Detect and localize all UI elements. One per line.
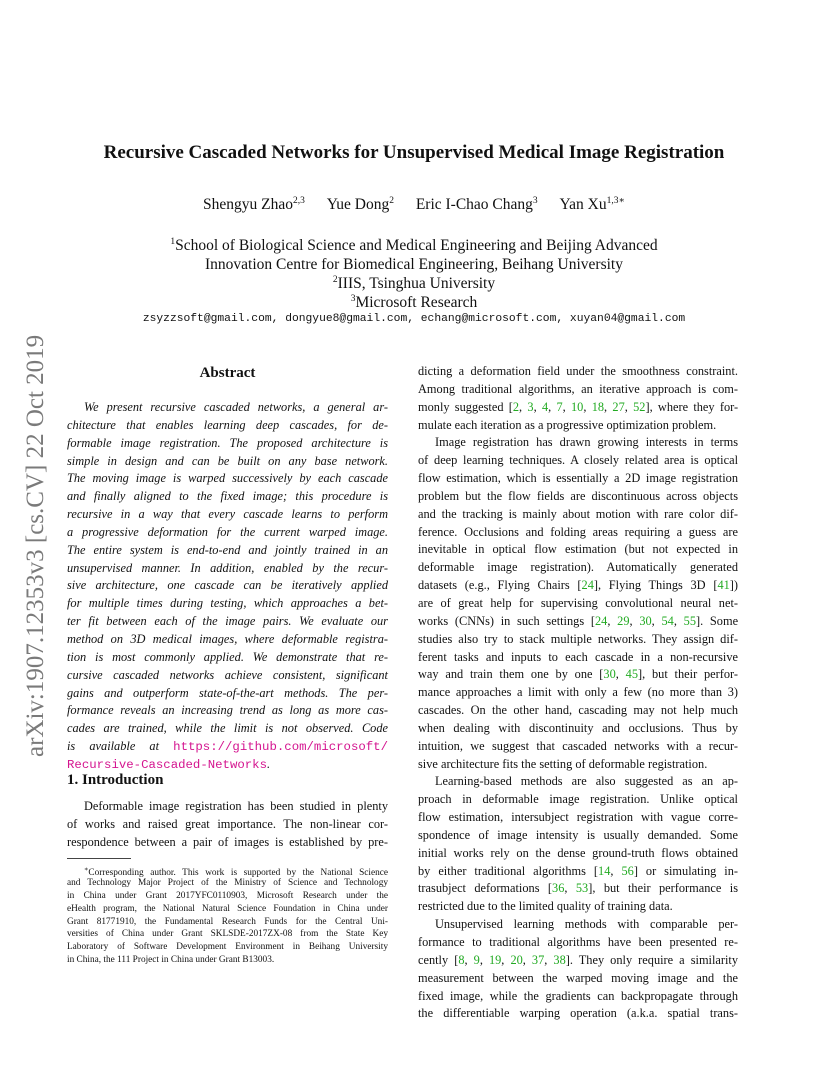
footnote: ∗Corresponding author. This work is supported by the National Science and Technology Major Project of the Ministry of Science and Technology in China under Grant 2017YFC0110903, Microsoft Research under the eHealth program, the National Natural Science Foundation in China under Grant 81771910, the Fundamental Research Funds for the Central Uni- versities of China under Grant SKLSDE-2017ZX-08 from the State Key Laboratory of Software Development Environment in Beihang University in China, the 111 Project in China under Grant B13003. — [67, 866, 388, 966]
introduction-heading: 1. Introduction — [67, 772, 164, 788]
author-list — [0, 195, 828, 214]
right-column-body: dicting a deformation field under the smoothness constraint. Among traditional algorithms, an iterative approach is com- monly suggested [2, 3, 4, 7, 10, 18, 27, 52], where they for- mulate each iteration as a progressive optimization problem. Image registration has drawn growing interests in terms of deep learning techniques. A closely related area is optical flow estimation, which is essentially a 2D image registration problem but the flow fields are discontinuous across objects and the tracking is mainly about motion with rare color dif- ference. Occlusions and folding areas requiring a guess are inevitable in optical flow estimation (but not expected in deformable image registration). Automatically generated datasets (e.g., Flying Chairs [24], Flying Things 3D [41]) are of great help for supervising convolutional neural net- works (CNNs) in such settings [24, 29, 30, 54, 55]. Some studies also try to stack multiple networks. They assign dif- ferent tasks and inputs to each cascade in a non-recursive way and train them one by one [30, 45], but their perfor- mance approaches a limit with only a few (no more than 3) cascades. On the other hand, cascading may not help much when dealing with discontinuity and occlusions. Thus by intuition, we suggest that cascaded networks with a recur- sive architecture fits the setting of deformable registration. Learning-based methods are also suggested as an ap- proach in deformable image registration. Unlike optical flow estimation, intersubject registration with vague corre- spondence of image intensity is usually demanded. Some initial works rely on the dense ground-truth flows obtained by either traditional algorithms [14, 56] or simulating in- trasubject deformations [36, 53], but their performance is restricted due to the limited quality of training data. Unsupervised learning methods with comparable per- formance to traditional algorithms have been presented re- cently [8, 9, 19, 20, 37, 38]. They only require a similarity measurement between the warped moving image and the fixed image, while the gradients can backpropagate through the differentiable warping operation (a.k.a. spatial trans- — [418, 364, 739, 1021]
affiliation-2: $^2$IIIS, Tsinghua University — [332, 275, 496, 293]
author-1: Shengyu Zhao$^{2,3}$ — [203, 196, 305, 214]
author-emails: zsyzzsoft@gmail.com, dongyue8@gmail.com, echang@microsoft.com, xuyan04@gmail.com — [142, 313, 686, 325]
introduction-body: Deformable image registration has been studied in plenty of works and raised great importance. The non-linear cor- respondence between a pair of images is established by pre- — [67, 799, 388, 849]
code-link[interactable]: https://github.com/microsoft/ — [173, 740, 388, 755]
affiliation-3: $^3$Microsoft Research — [350, 294, 478, 312]
author-3: Eric I-Chao Chang$^3$ — [415, 196, 538, 214]
abstract-body: We present recursive cascaded networks, a general ar- chitecture that enables learning deep cascades, for de- formable image registration. The proposed architecture is simple in design and can be built on any base network. The moving image is warped successively by each cascade and finally aligned to the fixed image; this procedure is recursive in a way that every cascade learns to perform a progressive deformation for the current warped image. The entire system is end-to-end and jointly trained in an unsupervised manner. In addition, enabled by the recur- sive architecture, one cascade can be iteratively applied for multiple times during testing, which approaches a bet- ter fit between each of the image pairs. We evaluate our method on 3D medical images, where deformable registra- tion is most commonly applied. We demonstrate that re- cursive cascaded networks achieve consistent, significant gains and outperform state-of-the-art methods. The per- formance reveals an increasing trend as long as more cas- cades are trained, while the limit is not observed. Code is available at https://github.com/microsoft/ Recursive-Cascaded-Networks. — [67, 400, 388, 772]
abstract-heading: Abstract — [199, 365, 256, 381]
code-link-continued[interactable]: Recursive-Cascaded-Networks — [67, 757, 268, 772]
paper-title: Recursive Cascaded Networks for Unsupervised Medical Image Registration — [103, 142, 725, 163]
author-4: Yan $Xu^{1,3∗}$ — [559, 196, 625, 214]
author-2: Yue Dong$^2$ — [326, 196, 394, 214]
footnote-rule — [67, 858, 131, 859]
affiliation-1: $^1$School of Biological Science and Medical Engineering and Beijing Advanced Innovation Centre for Biomedical Engineering, Beihang University — [170, 237, 658, 274]
